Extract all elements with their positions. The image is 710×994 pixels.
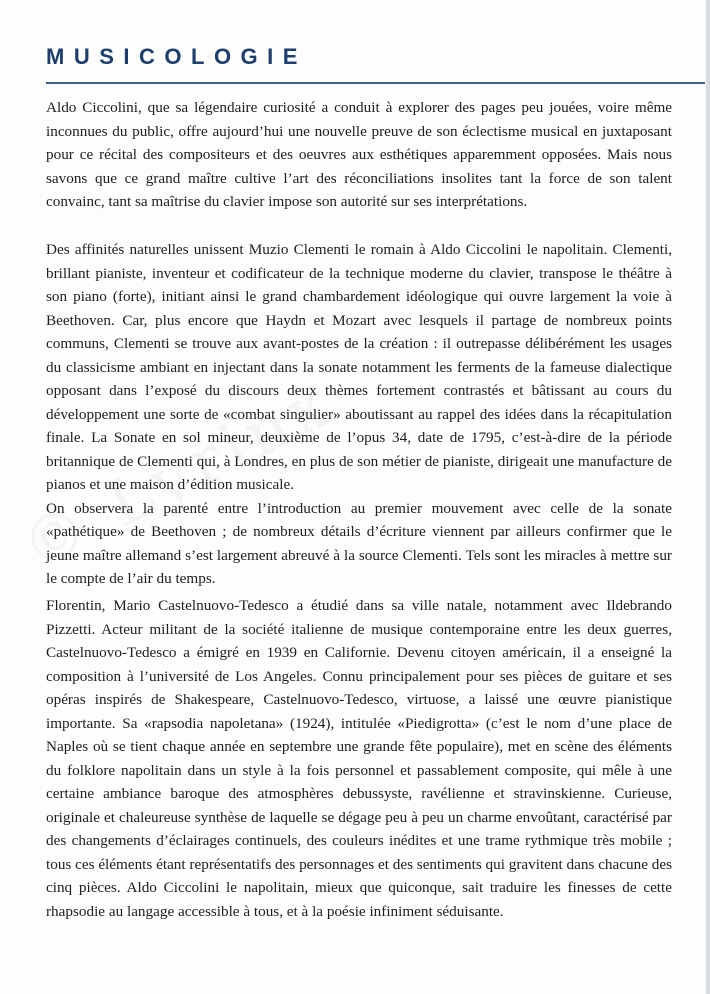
paragraph-text: Des affinités naturelles unissent Muzio Clementi le romain à Aldo Ciccolini le napolitain. Clementi, brillant pianiste, inventeur et codificateur de la technique moderne du clavier, transpose le théâtre à son piano (forte), initiant ainsi le grand chambardement idéologique qui ouvre largement la voie à Beethoven. Car, plus encore que Haydn et Mozart avec lesquels il partage de nombreux points communs, Clementi se trouve aux avant-postes de la création : il outrepasse délibérément les usages du classicisme ambiant en injectant dans la sonate notamment les ferments de la fameuse dialectique opposant dans l’exposé du discours deux thèmes fortement contrastés et bâtissant au cours du développement une sorte de «combat singulier» aboutissant au rappel des idées dans la récapitulation finale. La Sonate en sol mineur, deuxième de l’opus 34, date de 1795, c’est-à-dire de la période britannique de Clementi qui, à Londres, en plus de son métier de pianiste, dirigeait une manufacture de pianos et une maison d’édition musicale. xyxy=(46,241,672,493)
section-title: MUSICOLOGIE xyxy=(46,44,307,69)
paragraph-clementi xyxy=(46,238,672,591)
page-edge xyxy=(706,0,710,994)
paragraph-castelnuovo xyxy=(46,594,672,923)
paragraph-text: Aldo Ciccolini, que sa légendaire curiosité a conduit à explorer des pages peu jouées, voire même inconnues du public, offre aujourd’hui une nouvelle preuve de son éclectisme musical en juxtaposant pour ce récital des compositeurs et des oeuvres aux esthétiques apparemment opposées. Mais nous savons que ce grand maître cultive l’art des réconciliations insolites tant la force de son talent convainc, tant sa maîtrise du clavier impose son autorité sur ses interprétations. xyxy=(46,99,672,210)
paragraph-text: Florentin, Mario Castelnuovo-Tedesco a étudié dans sa ville natale, notamment avec Ildebrando Pizzetti. Acteur militant de la société italienne de musique contemporaine entre les deux guerres, Castelnuovo-Tedesco a émigré en 1939 en Californie. Devenu citoyen américain, il a enseigné la composition à l’université de Los Angeles. Connu principalement pour ses pièces de guitare et ses opéras inspirés de Shakespeare, Castelnuovo-Tedesco, virtuose, a laissé une œuvre pianistique importante. Sa «rapsodia napoletana» (1924), intitulée «Piedigrotta» (c’est le nom d’une place de Naples où se tient chaque année en septembre une grande fête populaire), met en scène des éléments du folklore napolitain dans un style à la fois personnel et passablement composite, qui mêle à une certaine ambiance baroque des atmosphères debussyste, ravélienne et stravinskienne. Curieuse, originale et chaleureuse synthèse de laquelle se dégage peu à peu un charme envoûtant, caractérisé par des changements d’éclairages continuels, des couleurs inédites et une trame rythmique très mobile ; tous ces éléments étant représentatifs des personnages et des sentiments qui gravitent dans chacune des cinq pièces. Aldo Ciccolini le napolitain, mieux que quiconque, sait traduire les finesses de cette rhapsodie au langage accessible à tous, et à la poésie infiniment séduisante. xyxy=(46,597,672,920)
paragraph-intro xyxy=(46,96,672,214)
title-rule xyxy=(46,82,705,84)
paragraph-text: On observera la parenté entre l’introduction au premier mouvement avec celle de la sonate «pathétique» de Beethoven ; de nombreux détails d’écriture viennent par ailleurs confirmer que le jeune maître allemand s’est largement abreuvé à la source Clementi. Tels sont les miracles à mettre sur le compte de l’air du temps. xyxy=(46,499,672,587)
